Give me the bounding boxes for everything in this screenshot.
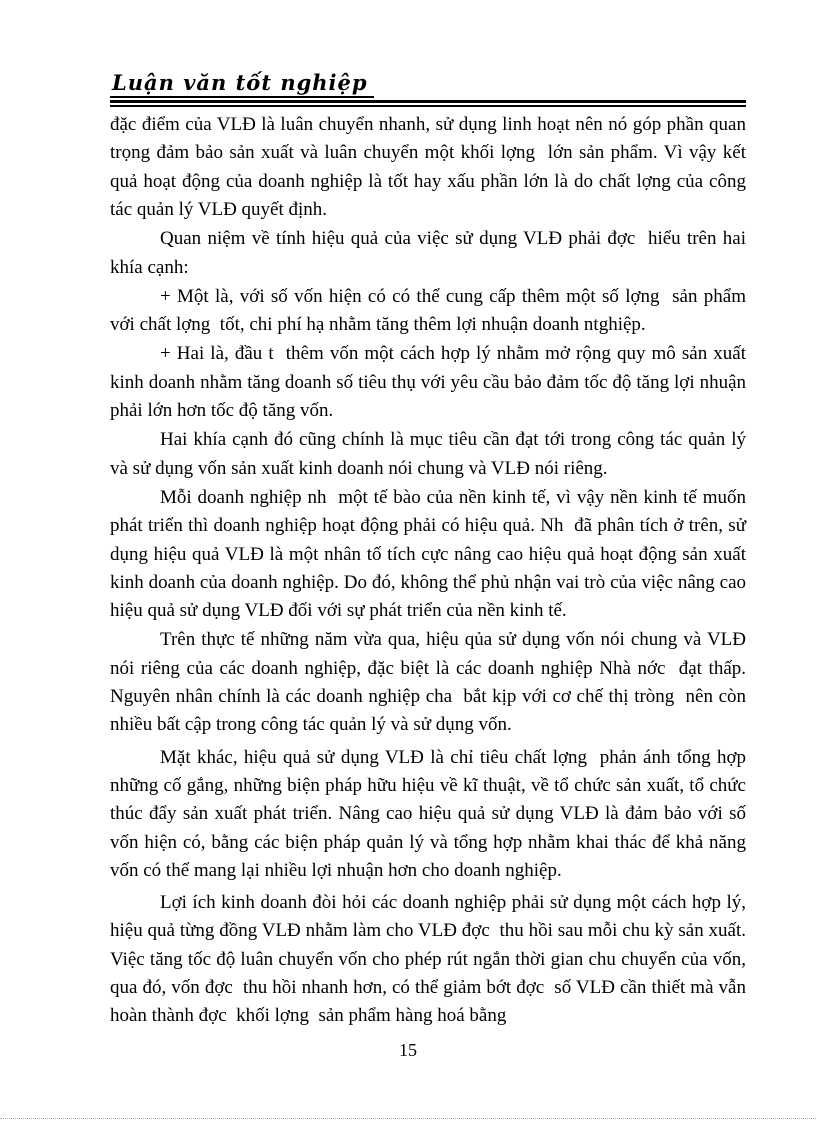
paragraph: + Hai là, đầu t thêm vốn một cách hợp lý nhằm mở rộng quy mô sản xuất kinh doanh nhằm tăng doanh số tiêu thụ với yêu cầu bảo đảm tốc độ tăng lợi nhuận phải lớn hơn tốc độ tăng vốn. <box>110 343 746 422</box>
document-body <box>110 111 746 1031</box>
header-double-rule <box>110 100 746 107</box>
header-title: Luận văn tốt nghiệp <box>110 71 374 98</box>
paragraph: Lợi ích kinh doanh đòi hỏi các doanh nghiệp phải sử dụng một cách hợp lý, hiệu quả từng đồng VLĐ nhằm làm cho VLĐ đợc thu hồi sau mỗi chu kỳ sản xuất. Việc tăng tốc độ luân chuyển vốn cho phép rút ngắn thời gian chu chuyển của vốn, qua đó, vốn đợc thu hồi nhanh hơn, có thể giảm bớt đợc số VLĐ cần thiết mà vẫn hoàn thành đợc khối lợng sản phẩm hàng hoá bằng <box>110 892 746 1027</box>
paragraph: Hai khía cạnh đó cũng chính là mục tiêu cần đạt tới trong công tác quản lý và sử dụng vốn sản xuất kinh doanh nói chung và VLĐ nói riêng. <box>110 429 746 479</box>
paragraph: Trên thực tế những năm vừa qua, hiệu qủa sử dụng vốn nói chung và VLĐ nói riêng của các doanh nghiệp, đặc biệt là các doanh nghiệp Nhà nớc đạt thấp. Nguyên nhân chính là các doanh nghiệp cha bắt kịp với cơ chế thị tròng nên còn nhiều bất cập trong công tác quản lý và sử dụng vốn. <box>110 629 746 736</box>
paragraph: Mỗi doanh nghiệp nh một tế bào của nền kinh tế, vì vậy nền kinh tế muốn phát triển thì doanh nghiệp hoạt động phải có hiệu quả. Nh đã phân tích ở trên, sử dụng hiệu quả VLĐ là một nhân tố tích cực nâng cao hiệu quả hoạt động sản xuất kinh doanh của doanh nghiệp. Do đó, không thể phủ nhận vai trò của việc nâng cao hiệu quả sử dụng VLĐ đối với sự phát triển của nền kinh tế. <box>110 486 746 622</box>
page-number: 15 <box>399 1040 417 1060</box>
page-break-dotted-line <box>0 1118 816 1119</box>
page-header <box>110 0 746 107</box>
paragraph: đặc điểm của VLĐ là luân chuyển nhanh, sử dụng linh hoạt nên nó góp phần quan trọng đảm bảo sản xuất và luân chuyển một khối lợng lớn sản phẩm. Vì vậy kết quả hoạt động của doanh nghiệp là tốt hay xấu phần lớn là do chất lợng của công tác quản lý VLĐ quyết định. <box>110 114 746 220</box>
paragraph: Mặt khác, hiệu quả sử dụng VLĐ là chỉ tiêu chất lợng phản ánh tổng hợp những cố gắng, những biện pháp hữu hiệu về kĩ thuật, về tổ chức sản xuất, tổ chức thúc đẩy sản xuất phát triển. Nâng cao hiệu quả sử dụng VLĐ là đảm bảo với số vốn hiện có, bằng các biện pháp quản lý và tổng hợp nhằm khai thác để khả năng vốn có thể mang lại nhiều lợi nhuận hơn cho doanh nghiệp. <box>110 746 746 881</box>
paragraph: Quan niệm về tính hiệu quả của việc sử dụng VLĐ phải đợc hiểu trên hai khía cạnh: <box>110 228 746 278</box>
content-column <box>110 0 746 1032</box>
paragraph: + Một là, với số vốn hiện có có thể cung cấp thêm một số lợng sản phẩm với chất lợng tốt, chi phí hạ nhằm tăng thêm lợi nhuận doanh ntghiệp. <box>110 285 746 336</box>
